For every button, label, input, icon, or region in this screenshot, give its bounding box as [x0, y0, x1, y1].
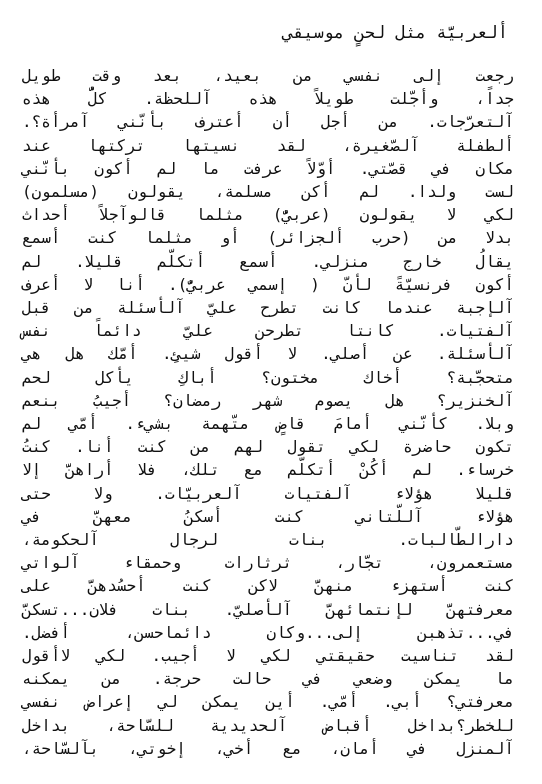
text-line: للخطر؟بداخل أقباض آلحديدية للسّاحة، بداخل [22, 715, 514, 735]
text-line: دارالطّالبات. بنات لرجال آلحكومة، [22, 530, 514, 550]
text-line: مكان في قصّتي. أوّلاً عرفت ما لم أكون بأنّني [22, 158, 514, 178]
text-line: كنت أستهزء منهنَّ لاكن كنت أحسُدهنَّ على [22, 576, 514, 596]
document-title: ألعربيَّة مثل لحنٍ موسيقي [282, 23, 508, 43]
text-line: أكون فرنسيّةً لأنّ ( إسمي عربيٌّ). أنا لا أعرف [22, 274, 514, 294]
text-line: لكي لا يقولون (عربيٌّ) مثلما قالوآجلاً أحداث [22, 205, 514, 225]
text-line: معرفتهنَّ لإنتمائهنَّ آلأصليّ. بنات فلان...تسكنَّ [22, 599, 514, 619]
text-line: خرساء. لم أكُنْ أتكلّم مع تلك، فلا أراهنَّ إلا [22, 460, 514, 480]
text-line: هؤلاء آللّتاني كنت أسكنُ معهنَّ في [22, 506, 514, 526]
text-line: في...تذهبن إلى...وكان دائماحسن، أفضل. [22, 622, 514, 642]
text-line: لست ولدا. لم أكن مسلمة، يقولون (مسلمون) [22, 182, 514, 202]
text-line: معرفتي؟ أبي. أمّي. أين يمكن لي إعراض نفسي [22, 692, 514, 712]
text-line: آلإجبة عندما كانت تطرح عليّ آلأسئلة من قبل [22, 298, 514, 318]
text-line: آلتعرّجات. من أجل أن أعترف بأنّني آمرأة؟. [22, 112, 514, 132]
text-line: وبلا. كأنّني أمامَ قاضٍ متّهمة بشيء. أمّي لم [22, 414, 514, 434]
text-line: ألطفلة آلصّغيرة، لقد نسيتها تركتها عند [22, 135, 514, 155]
text-line: ما يمكن وضعي في حالت حرجة. من يمكنه [22, 669, 514, 689]
text-line: متحجّبة؟ أخاك مختون؟ أباكِ يأكل لحم [22, 367, 514, 387]
text-line: مستعمرون، تجّار، ثرثارات وحمقاء آلواتي [22, 553, 514, 573]
text-line: يقالُ خارج منزلي. أسمع أتكلّم قليلا. لم [22, 251, 514, 271]
text-line: رجعت إلى نفسي من بعيد، بعد وقت طويل [22, 66, 514, 85]
text-line: آلأسئلة. عن أصلي. لا أقول شيئٍ. أمّك هل هي [22, 344, 514, 364]
text-line: قليلا هؤلاء آلفتيات آلعربيّات. ولا حتى [22, 483, 514, 503]
text-line: لقد تناسيت حقيقتي لكي لا أجيب. لكي لاأقول [22, 646, 514, 666]
document-body [22, 64, 514, 760]
text-line: آلخنزير؟ هل يصوم شهر رمضان؟ أجيبُ بنعم [22, 390, 514, 410]
text-line: بدلا من (حرب ألجزائر) أو مثلما كنت أسمع [22, 228, 514, 248]
text-line: جداً، وأجّلت طويلاً هذه آللحظة. كلُّ هذه [22, 89, 514, 109]
text-line: آلمنزل في أمان، مع أخي، إخوتي، بآلسّاحة، [22, 738, 514, 758]
text-line: آلفتيات. كانتا تطرحن عليّ دائماً نفس [22, 321, 514, 341]
text-line: تكون حاضرة لكي تقول لهم من كنت أنا. كنتُ [22, 437, 514, 457]
